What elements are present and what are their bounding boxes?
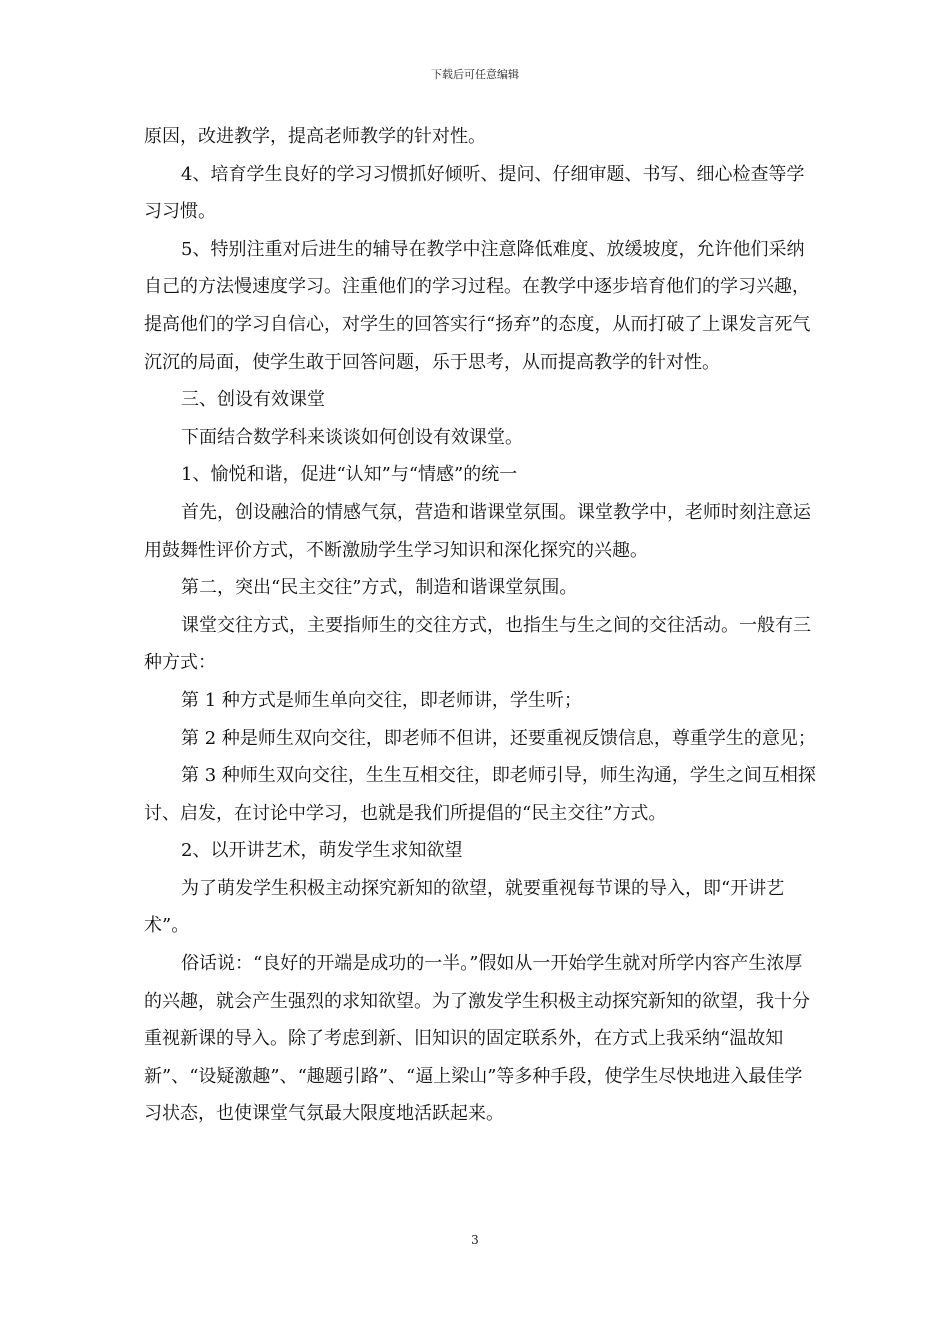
paragraph: 首先，创设融洽的情感气氛，营造和谐课堂氛围。课堂教学中，老师时刻注意运用鼓舞性评价方式，不断激励学生学习知识和深化探究的兴趣。 — [144, 501, 811, 561]
document-body — [144, 118, 816, 1133]
list-item: 第 1 种方式是师生单向交往，即老师讲，学生听； — [181, 689, 582, 711]
page-number: 3 — [471, 1233, 479, 1247]
list-item: 第 3 种师生双向交往，生生互相交往，即老师引导，师生沟通，学生之间互相探讨、启发，在讨论中学习，也就是我们所提倡的“民主交往”方式。 — [144, 765, 816, 824]
subsection-heading: 1、愉悦和谐，促进“认知”与“情感”的统一 — [181, 464, 518, 486]
paragraph: 5、特别注重对后进生的辅导在教学中注意降低难度、放缓坡度，允许他们采纳自己的方法慢速度学习。注重他们的学习过程。在教学中逐步培育他们的学习兴趣，提高他们的学习自信心，对学生的回答实行“扬弃”的态度，从而打破了上课发言死气沉沉的局面，使学生敢于回答问题，乐于思考，从而提高教学的针对性。 — [144, 238, 811, 373]
paragraph: 第二，突出“民主交往”方式，制造和谐课堂氛围。 — [181, 577, 578, 599]
section-heading: 三、创设有效课堂 — [181, 389, 325, 411]
paragraph: 课堂交往方式，主要指师生的交往方式，也指生与生之间的交往活动。一般有三种方式： — [144, 614, 811, 674]
paragraph: 为了萌发学生积极主动探究新知的欲望，就要重视每节课的导入，即“开讲艺术”。 — [144, 877, 785, 937]
subsection-heading: 2、以开讲艺术，萌发学生求知欲望 — [181, 840, 463, 862]
paragraph: 下面结合数学科来谈谈如何创设有效课堂。 — [181, 426, 523, 448]
paragraph: 4、培育学生良好的学习习惯抓好倾听、提问、仔细审题、书写、细心检查等学习习惯。 — [144, 163, 805, 223]
list-item: 第 2 种是师生双向交往，即老师不但讲，还要重视反馈信息，尊重学生的意见； — [181, 727, 816, 749]
page-header: 下载后可任意编辑 — [431, 68, 519, 81]
paragraph: 原因，改进教学，提高老师教学的针对性。 — [144, 126, 486, 147]
paragraph: 俗话说：“良好的开端是成功的一半。”假如从一开始学生就对所学内容产生浓厚的兴趣，就会产生强烈的求知欲望。为了激发学生积极主动探究新知的欲望，我十分重视新课的导入。除了考虑到新、旧知识的固定联系外，在方式上我采纳“温故知新”、“设疑激趣”、“趣题引路”、“逼上梁山”等多种手段，使学生尽快地进入最佳学习状态，也使课堂气氛最大限度地活跃起来。 — [144, 953, 810, 1125]
